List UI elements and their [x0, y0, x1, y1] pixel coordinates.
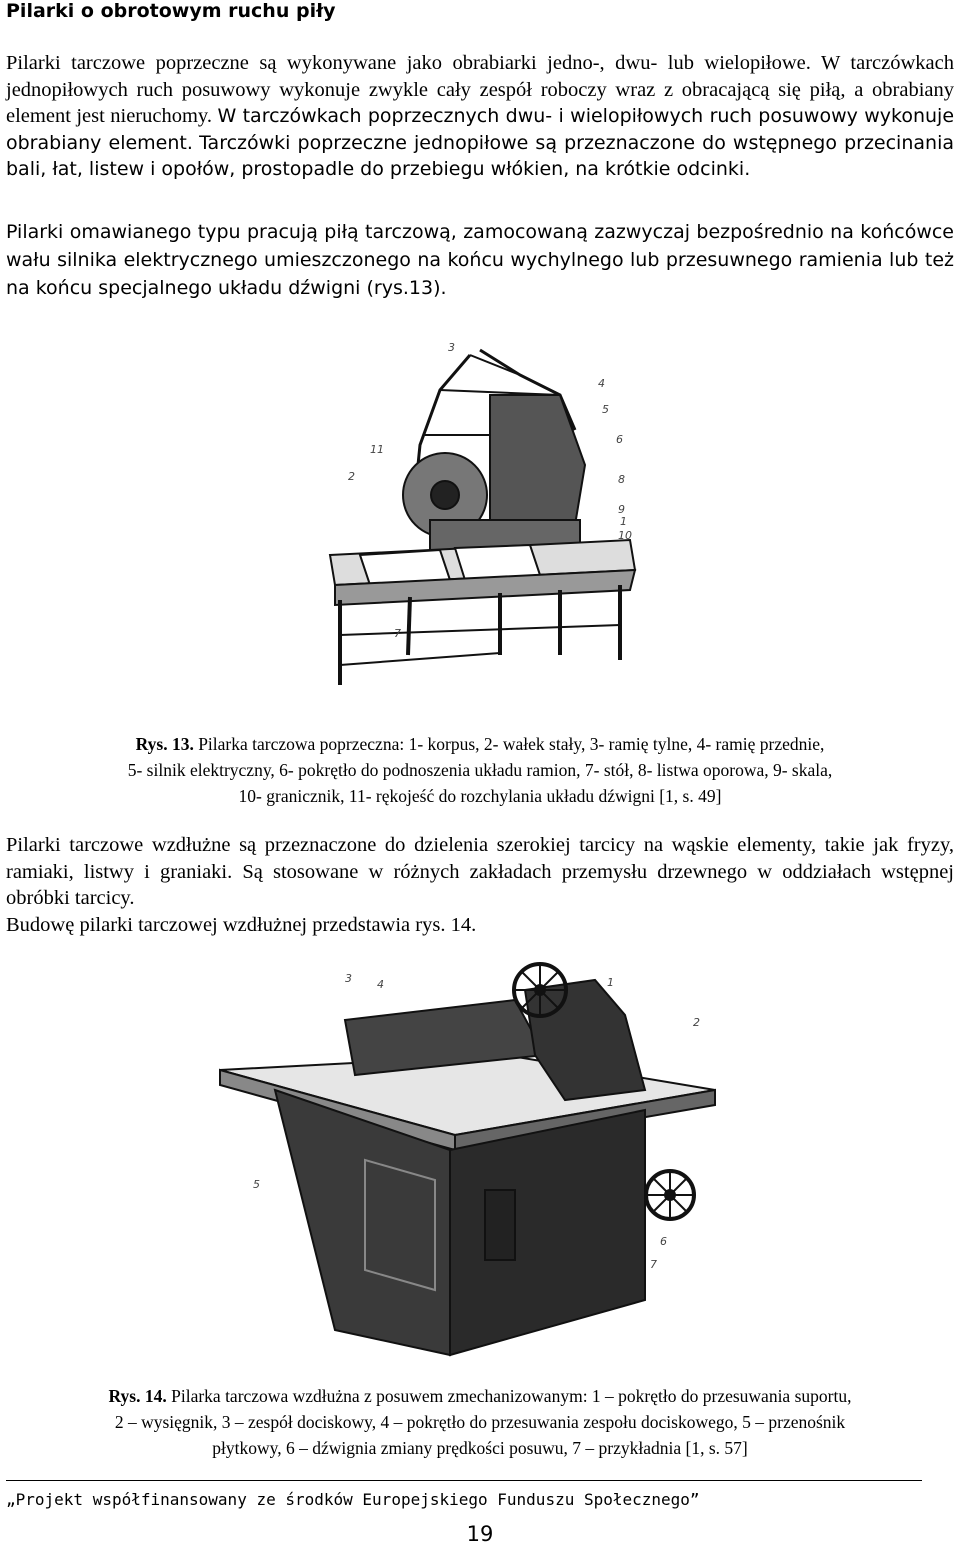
figure-13-label: 11: [370, 443, 384, 456]
figure-13-caption: [0, 731, 960, 809]
figure-13-label: 6: [616, 433, 623, 446]
figure-14-rip-saw-drawing: [205, 960, 730, 1365]
figure-14-caption-line-3: płytkowy, 6 – dźwignia zmiany prędkości posuwu, 7 – przykładnia [1, s. 57]: [212, 1438, 748, 1458]
figure-14-caption-line-2: 2 – wysięgnik, 3 – zespół dociskowy, 4 – pokrętło do przesuwania zespołu dociskowego, 5 – przenośnik: [114, 1412, 846, 1432]
section-heading: Pilarki o obrotowym ruchu piły: [6, 0, 336, 22]
paragraph-saw-types: Pilarki omawianego typu pracują piłą tarczową, zamocowaną zazwyczaj bezpośrednio na końcówce wału silnika elektrycznego umieszczonego na końcu wychylnego lub przesuwnego ramienia lub też na końcu specjalnego układu dźwigni (rys.13).: [6, 221, 954, 299]
figure-13-caption-label: Rys. 13.: [135, 734, 194, 754]
figure-13-crosscut-saw-drawing: [320, 335, 640, 695]
figure-13-caption-line-1: [0, 731, 960, 757]
figure-14-caption-label: Rys. 14.: [108, 1386, 167, 1406]
figure-14-label: 4: [377, 978, 384, 991]
footer-divider: [6, 1480, 922, 1481]
page-number: 19: [466, 1522, 494, 1546]
figure-14-label: 6: [660, 1235, 667, 1248]
figure-13-label: 4: [598, 377, 605, 390]
figure-13-caption-text: Pilarka tarczowa poprzeczna: 1- korpus, 2- wałek stały, 3- ramię tylne, 4- ramię przednie,: [198, 734, 825, 754]
figure-13-caption-line-2: 5- silnik elektryczny, 6- pokrętło do podnoszenia układu ramion, 7- stół, 8- listwa oporowa, 9- skala,: [127, 760, 833, 780]
paragraph-rip-saws: Pilarki tarczowe wzdłużne są przeznaczone do dzielenia szerokiej tarcicy na wąskie elementy, takie jak fryzy, ramiaki, listwy i graniaki. Są stosowane w różnych zakładach przemysłu drzewnego w oddziałach wstępnej obróbki tarcicy.: [6, 834, 954, 909]
footer-funding-note: „Projekt współfinansowany ze środków Europejskiego Funduszu Społecznego”: [6, 1490, 700, 1509]
figure-14-caption: [0, 1383, 960, 1461]
paragraph-rip-saw-reference: Budowę pilarki tarczowej wzdłużnej przedstawia rys. 14.: [6, 914, 477, 936]
figure-13-label: 2: [348, 470, 355, 483]
figure-14-caption-text: Pilarka tarczowa wzdłużna z posuwem zmechanizowanym: 1 – pokrętło do przesuwania suportu,: [171, 1386, 852, 1406]
paragraph-1-part-b: W tarczówkach poprzecznych dwu- i wielopiłowych ruch posuwowy wykonuje obrabiany element.: [6, 105, 955, 154]
figure-13-label: 3: [448, 341, 455, 354]
figure-14-label: 5: [253, 1178, 260, 1191]
figure-14-label: 7: [650, 1258, 657, 1271]
paragraph-crosscut-saws: [6, 50, 954, 183]
paragraph-1-part-c: Tarczówki poprzeczne jednopiłowe są przeznaczone do wstępnego przecinania bali, łat, listew i opołów, prostopadle do przebiegu włókien, na krótkie odcinki.: [6, 131, 954, 180]
figure-13-label: 5: [602, 403, 609, 416]
paragraph-1-part-a: Pilarki tarczowe poprzeczne są wykonywane jako obrabiarki jedno-, dwu- lub wielopiłowe. W tarczówkach jednopiłowych ruch posuwowy wykonuje zwykle cały zespół roboczy wraz z obracającą się piłą, a obrabiany element jest nieruchomy.: [6, 52, 954, 127]
figure-13-label: 9: [618, 503, 625, 516]
figure-13-label: 7: [394, 627, 401, 640]
figure-14-label: 3: [345, 972, 352, 985]
figure-14-label: 2: [693, 1016, 700, 1029]
figure-13-label: 8: [618, 473, 625, 486]
figure-13-caption-line-3: 10- granicznik, 11- rękojeść do rozchylania układu dźwigni [1, s. 49]: [238, 786, 722, 806]
figure-13-label: 10: [618, 529, 632, 542]
figure-14-label: 1: [607, 976, 614, 989]
figure-14-caption-line-1: [0, 1383, 960, 1409]
figure-13-label: 1: [620, 515, 627, 528]
